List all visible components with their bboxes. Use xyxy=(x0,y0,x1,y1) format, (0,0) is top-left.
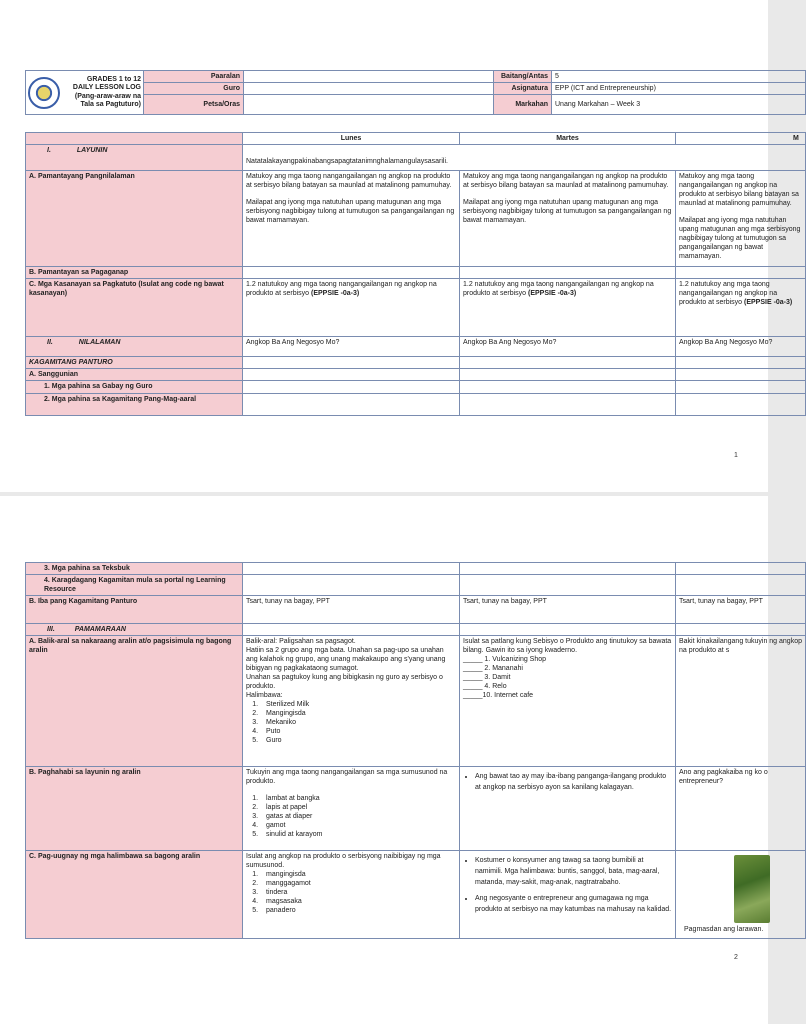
pamantayan-pagganap-label: B. Pamantayan sa Pagaganap xyxy=(26,267,243,279)
markahan-value[interactable]: Unang Markahan – Week 3 xyxy=(552,95,806,115)
petsa-label: Petsa/Oras xyxy=(144,95,244,115)
paghahabi-lunes: Tukuyin ang mga taong nangangailangan sa mga sumusunod na produkto. 1. lambat at bangka 2. lapis at papel 3. gatas at diaper 4. gamot 5. sinulid at karayom xyxy=(243,767,460,851)
balik-aral-m: Bakit kinakailangang tukuyin ng angkop na produkto at s xyxy=(676,636,806,767)
day-lunes: Lunes xyxy=(243,133,460,145)
kasanayan-lunes: 1.2 natutukoy ang mga taong nangangailangan ng angkop na produkto at serbisyo (EPPSIE -0a-3) xyxy=(243,279,460,337)
plant-photo xyxy=(734,855,770,923)
pag-uugnay-label: C. Pag-uugnay ng mga halimbawa sa bagong aralin xyxy=(26,851,243,939)
nilalaman-lunes: Angkop Ba Ang Negosyo Mo? xyxy=(243,337,460,357)
title-line: DAILY LESSON LOG xyxy=(72,84,141,91)
iba-pang-lunes: Tsart, tunay na bagay, PPT xyxy=(243,596,460,624)
pag-uugnay-lunes: Isulat ang angkop na produkto o serbisyong naibibigay ng mga sumusunod. 1. mangingisda 2. manggagamot 3. tindera 4. magsasaka 5. panadero xyxy=(243,851,460,939)
paaralan-label: Paaralan xyxy=(144,71,244,83)
kagamitang-mag-aaral-label: 2. Mga pahina sa Kagamitang Pang-Mag-aaral xyxy=(26,394,243,416)
guro-value[interactable] xyxy=(244,83,494,95)
paghahabi-label: B. Paghahabi sa layunin ng aralin xyxy=(26,767,243,851)
layunin-text: Natatalakayangpakinabangsapagtatanimnghalamangulaysasarili. xyxy=(243,145,806,171)
paaralan-value[interactable] xyxy=(244,71,494,83)
title-line: Tala sa Pagtuturo) xyxy=(80,101,141,108)
page-number: 2 xyxy=(734,954,738,961)
page-2 xyxy=(0,496,802,1024)
nilalaman-martes: Angkop Ba Ang Negosyo Mo? xyxy=(460,337,676,357)
iba-pang-label: B. Iba pang Kagamitang Panturo xyxy=(26,596,243,624)
pamamaraan-label: III. PAMAMARAAN xyxy=(26,624,243,636)
baitang-value[interactable]: 5 xyxy=(552,71,806,83)
photo-caption: Pagmasdan ang larawan. xyxy=(684,926,764,933)
day-m: M xyxy=(676,133,806,145)
pamantayang-pangnilalaman-label: A. Pamantayang Pangnilalaman xyxy=(26,171,243,267)
balik-aral-lunes: Balik-aral: Paligsahan sa pagsagot. Hatiin sa 2 grupo ang mga bata. Unahan sa pag-upo sa unahan ang kalahok ng grupo, ang unang makakaupo ang s'yang unang bibigyan ng pagkakataong sumagot. Unahan sa pagtukoy kung ang bibigkasin ng guro ay serbisyo o produkto. Halimbawa: 1. Sterilized Milk 2. Mangingisda 3. Mekaniko 4. Puto 5. Guro xyxy=(243,636,460,767)
balik-aral-martes: Isulat sa patlang kung Sebisyo o Produkto ang tinutukoy sa bawata bilang. Gawin ito sa iyong kwaderno. _____ 1. Vulcanizing Shop _____ 2. Mananahi _____ 3. Damit _____ 4. Relo _____10. Internet cafe xyxy=(460,636,676,767)
pag-uugnay-martes: • Kostumer o konsyumer ang tawag sa taong bumibili at namimili. Mga halimbawa: buntis, sanggol, bata, mag-aaral, matanda, may-sakit, mag-anak, nagtratrabaho. • Ang negosyante o entrepreneur ang gumagawa ng mga produkto at serbisyo na may katumbas na mahusay na kalidad. xyxy=(460,851,676,939)
balik-aral-label: A. Balik-aral sa nakaraang aralin at/o pagsisimula ng bagong aralin xyxy=(26,636,243,767)
title-line: GRADES 1 to 12 xyxy=(86,75,141,83)
iba-pang-martes: Tsart, tunay na bagay, PPT xyxy=(460,596,676,624)
day-martes: Martes xyxy=(460,133,676,145)
asignatura-label: Asignatura xyxy=(494,83,552,95)
paghahabi-m: Ano ang pagkakaiba ng ko o entrepreneur? xyxy=(676,767,806,851)
guro-label: Guro xyxy=(144,83,244,95)
lesson-table-2 xyxy=(25,562,806,939)
baitang-label: Baitang/Antas xyxy=(494,71,552,83)
kasanayan-label: C. Mga Kasanayan sa Pagkatuto (Isulat ang code ng bawat kasanayan) xyxy=(26,279,243,337)
page-number: 1 xyxy=(734,452,738,459)
pag-uugnay-m xyxy=(676,851,806,939)
paghahabi-martes: • Ang bawat tao ay may iba-ibang panganga-ilangang produkto at angkop na serbisyo ayon sa kanilang kalagayan. xyxy=(460,767,676,851)
page-1 xyxy=(0,0,801,492)
pamantayang-lunes: Matukoy ang mga taong nangangailangan ng angkop na produkto at serbisyo bilang batayan sa maunlad at matalinong pamumuhay. Mailapat ang iyong mga natutuhan upang matugunan ang mga serbisyong nagbibigay tulong at tumutugon sa pangangailangan ng bawat mamamayan. xyxy=(243,171,460,267)
gabay-label: 1. Mga pahina sa Gabay ng Guro xyxy=(26,381,243,394)
kasanayan-martes: 1.2 natutukoy ang mga taong nangangailangan ng angkop na produkto at serbisyo (EPPSIE -0a-3) xyxy=(460,279,676,337)
deped-seal-icon xyxy=(28,77,60,109)
karagdagang-label: 4. Karagdagang Kagamitan mula sa portal ng Learning Resource xyxy=(26,575,243,596)
kagamitang-panturo-label: KAGAMITANG PANTURO xyxy=(26,357,243,369)
lesson-table-1 xyxy=(25,132,806,416)
pamantayang-martes: Matukoy ang mga taong nangangailangan ng angkop na produkto at serbisyo bilang batayan sa maunlad at matalinong pamumuhay. Mailapat ang iyong mga natutuhan upang matugunan ang mga serbisyong nagbibigay tulong at tumutugon sa pangangailangan ng bawat mamamayan. xyxy=(460,171,676,267)
nilalaman-label: II. NILALAMAN xyxy=(26,337,243,357)
iba-pang-m: Tsart, tunay na bagay, PPT xyxy=(676,596,806,624)
markahan-label: Markahan xyxy=(494,95,552,115)
nilalaman-m: Angkop Ba Ang Negosyo Mo? xyxy=(676,337,806,357)
teksbuk-label: 3. Mga pahina sa Teksbuk xyxy=(26,563,243,575)
asignatura-value[interactable]: EPP (ICT and Entrepreneurship) xyxy=(552,83,806,95)
header-title-cell xyxy=(26,71,144,115)
layunin-label: I. LAYUNIN xyxy=(26,145,243,171)
header-table xyxy=(25,70,806,115)
petsa-value[interactable] xyxy=(244,95,494,115)
kasanayan-m: 1.2 natutukoy ang mga taong nangangailangan ng angkop na produkto at serbisyo (EPPSIE -0a-3) xyxy=(676,279,806,337)
title-line: (Pang-araw-araw na xyxy=(74,92,141,100)
sanggunian-label: A. Sanggunian xyxy=(26,369,243,381)
pamantayang-m: Matukoy ang mga taong nangangailangan ng angkop na produkto at serbisyo bilang batayan sa maunlad at matalinong pamumuhay. Mailapat ang iyong mga natutuhan upang matugunan ang mga serbisyong nagbibigay tulong at tumutugon sa pangangailangan ng bawat mamamayan. xyxy=(676,171,806,267)
